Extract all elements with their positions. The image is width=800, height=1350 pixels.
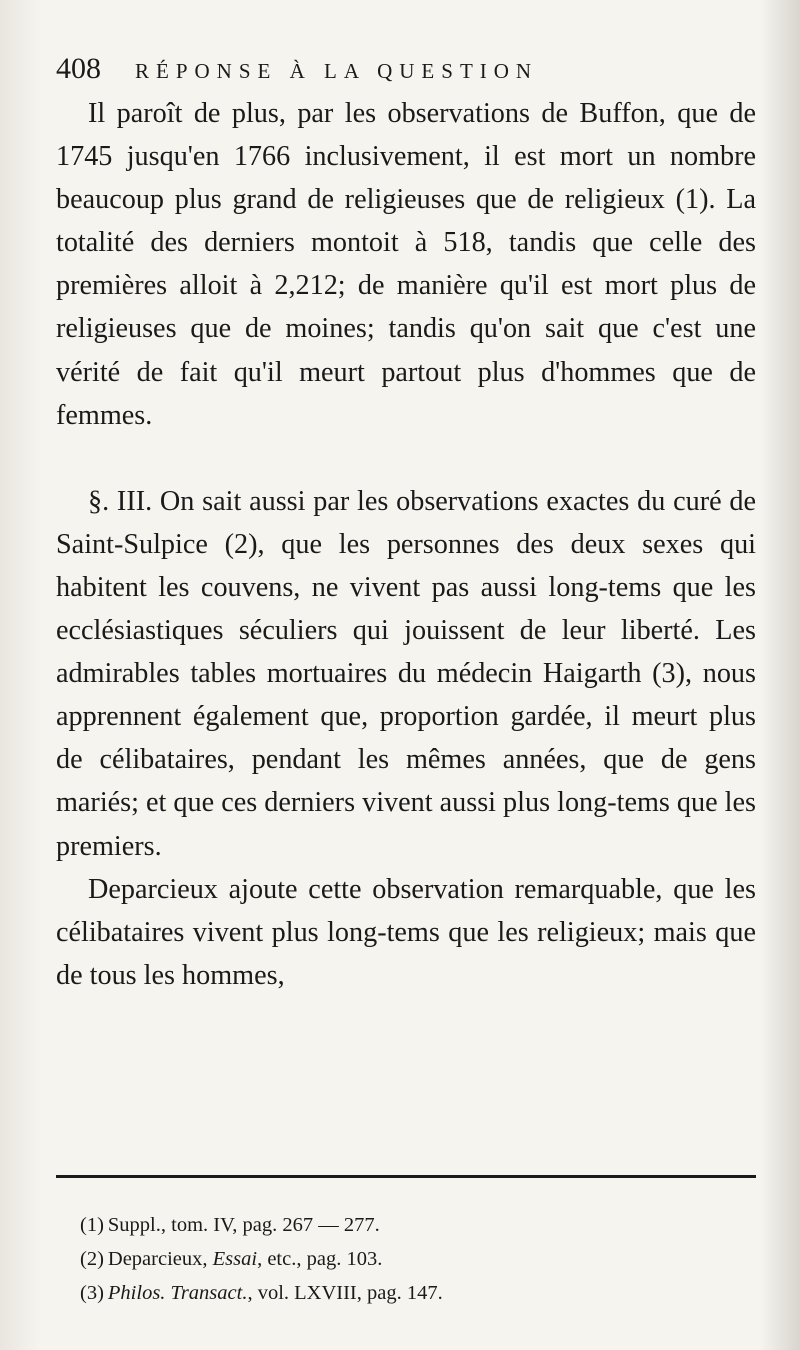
footnote-2 — [80, 1242, 760, 1276]
footnote-mark: (1) — [80, 1214, 104, 1236]
footnote-1 — [80, 1208, 760, 1242]
page-number: 408 — [56, 52, 101, 85]
footnote-text: , etc., pag. 103. — [257, 1248, 383, 1270]
paragraph-1: Il paroît de plus, par les observations de Buffon, que de 1745 jusqu'en 1766 inclusivement, il est mort un nombre beaucoup plus grand de religieuses que de religieux (1). La totalité des derniers montoit à 518, tandis que celle des premières alloit à 2,212; de manière qu'il est mort plus de religieuses que de moines; tandis qu'on sait que c'est une vérité de fait qu'il meurt partout plus d'hommes que de femmes. — [56, 98, 756, 431]
footnote-text: Suppl., tom. IV, pag. 267 — 277. — [107, 1214, 380, 1236]
footnote-text: , vol. LXVIII, pag. 147. — [247, 1282, 443, 1304]
paragraph-section-3: §. III. On sait aussi par les observations exactes du curé de Saint-Sulpice (2), que les personnes des deux sexes qui habitent les couvens, ne vivent pas aussi long-tems que les ecclésiastiques séculiers qui jouissent de leur liberté. Les admirables tables mortuaires du médecin Haigarth (3), nous apprennent également que, proportion gardée, il meurt plus de célibataires, pendant les mêmes années, que de gens mariés; et que ces derniers vivent aussi plus long-tems que les premiers. — [56, 485, 756, 862]
footnote-mark: (2) — [80, 1248, 104, 1270]
footnote-3 — [80, 1276, 760, 1310]
running-title: RÉPONSE À LA QUESTION — [135, 59, 539, 83]
footnotes — [80, 1208, 760, 1310]
page-header — [56, 52, 756, 92]
paragraph-3: Deparcieux ajoute cette observation remarquable, que les célibataires vivent plus long-tems que les religieux; mais que de tous les hommes, — [56, 873, 756, 991]
main-text — [56, 92, 756, 997]
footnote-text: Deparcieux, — [107, 1248, 208, 1270]
footnote-title-italic: Philos. Transact. — [107, 1282, 248, 1304]
footnote-title-italic: Essai — [212, 1248, 258, 1270]
footnote-mark: (3) — [80, 1282, 104, 1304]
footnote-divider — [56, 1175, 756, 1178]
